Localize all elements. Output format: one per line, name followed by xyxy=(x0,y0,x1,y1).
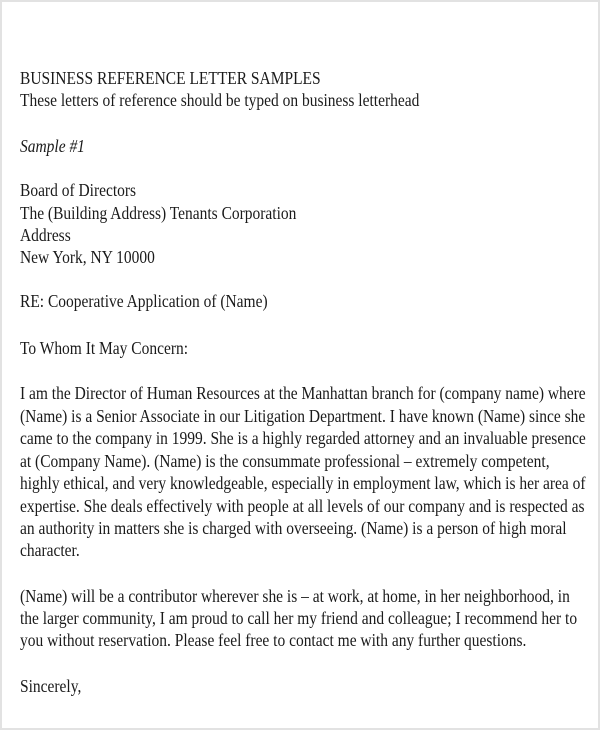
paragraph-line: you without reservation. Please feel free to contact me with any further questions. xyxy=(20,630,527,650)
paragraph-line: came to the company in 1999. She is a highly regarded attorney and an invaluable presence xyxy=(20,428,586,448)
document-subheading: These letters of reference should be typed on business letterhead xyxy=(20,90,420,110)
salutation: To Whom It May Concern: xyxy=(20,338,189,358)
paragraph-line: expertise. She deals effectively with people at all levels of our company and is respected as xyxy=(20,496,585,516)
paragraph-line: highly ethical, and very knowledgeable, especially in employment law, which is her area of xyxy=(20,473,586,493)
address-line: New York, NY 10000 xyxy=(20,247,155,267)
re-line: RE: Cooperative Application of (Name) xyxy=(20,291,268,311)
sample-label: Sample #1 xyxy=(20,136,85,156)
paragraph-line: I am the Director of Human Resources at the Manhattan branch for (company name) where xyxy=(20,383,586,403)
paragraph-line: an authority in matters she is charged with overseeing. (Name) is a person of high moral xyxy=(20,518,567,538)
document-heading: BUSINESS REFERENCE LETTER SAMPLES xyxy=(20,68,321,88)
paragraph-line: the larger community, I am proud to call her my friend and colleague; I recommend her to xyxy=(20,608,578,628)
paragraph-line: (Name) will be a contributor wherever she is – at work, at home, in her neighborhood, in xyxy=(20,586,570,606)
paragraph-line: character. xyxy=(20,540,80,560)
address-line: The (Building Address) Tenants Corporation xyxy=(20,203,297,223)
closing: Sincerely, xyxy=(20,676,82,696)
paragraph-line: at (Company Name). (Name) is the consummate professional – extremely competent, xyxy=(20,451,550,471)
address-line: Address xyxy=(20,225,71,245)
paragraph-line: (Name) is a Senior Associate in our Litigation Department. I have known (Name) since she xyxy=(20,406,586,426)
address-line: Board of Directors xyxy=(20,180,137,200)
